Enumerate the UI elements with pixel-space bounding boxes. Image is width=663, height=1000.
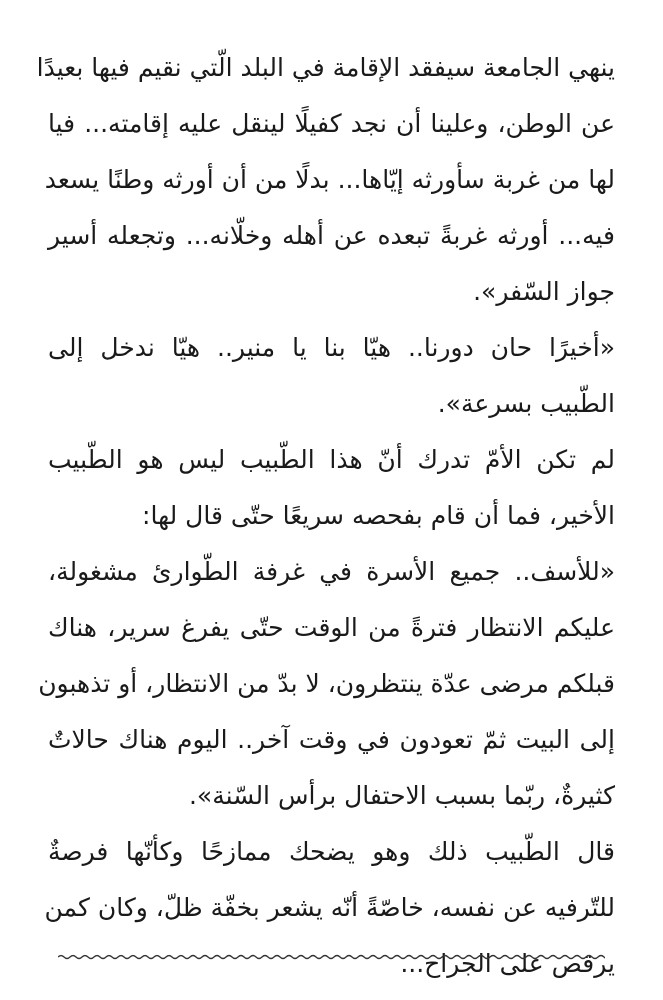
text-line: لم تكن الأمّ تدرك أنّ هذا الطّبيب ليس هو الطّبيب — [48, 445, 615, 474]
text-line: كثيرةٌ، ربّما بسبب الاحتفال برأس السّنة». — [188, 781, 615, 810]
text-line: عن الوطن، وعلينا أن نجد كفيلًا لينقل عليه إقامته... فيا — [48, 109, 615, 138]
paragraph-3 — [48, 432, 615, 544]
text-page — [36, 40, 615, 992]
text-line: «أخيرًا حان دورنا.. هيّا بنا يا منير.. هيّا ندخل إلى — [48, 333, 615, 362]
paragraph-5 — [44, 824, 615, 992]
text-line: الطّبيب بسرعة». — [437, 389, 615, 418]
paragraph-1 — [36, 40, 615, 320]
text-line: للتّرفيه عن نفسه، خاصّةً أنّه يشعر بخفّة ظلّ، وكان كمن — [44, 893, 615, 922]
wavy-line-icon — [58, 950, 605, 964]
text-line: قال الطّبيب ذلك وهو يضحك ممازحًا وكأنّها فرصةٌ — [48, 837, 615, 866]
text-line: ينهي الجامعة سيفقد الإقامة في البلد الّتي نقيم فيها بعيدًا — [36, 53, 615, 82]
paragraph-4 — [38, 544, 615, 824]
text-line: فيه... أورثه غربةً تبعده عن أهله وخلّانه... وتجعله أسير — [48, 221, 615, 250]
wavy-divider — [58, 950, 605, 964]
text-line: لها من غربة سأورثه إيّاها... بدلًا من أن أورثه وطنًا يسعد — [44, 165, 615, 194]
text-line: الأخير، فما أن قام بفحصه سريعًا حتّى قال لها: — [142, 501, 615, 530]
paragraph-2 — [48, 320, 615, 432]
text-line: «للأسف.. جميع الأسرة في غرفة الطّوارئ مشغولة، — [48, 557, 615, 586]
text-line: إلى البيت ثمّ تعودون في وقت آخر.. اليوم هناك حالاتٌ — [48, 725, 615, 754]
text-line: قبلكم مرضى عدّة ينتظرون، لا بدّ من الانتظار، أو تذهبون — [38, 669, 615, 698]
text-line: يرقص على الجراح... — [400, 949, 615, 978]
text-line: عليكم الانتظار فترةً من الوقت حتّى يفرغ سرير، هناك — [48, 613, 615, 642]
text-line: جواز السّفر». — [473, 277, 615, 306]
